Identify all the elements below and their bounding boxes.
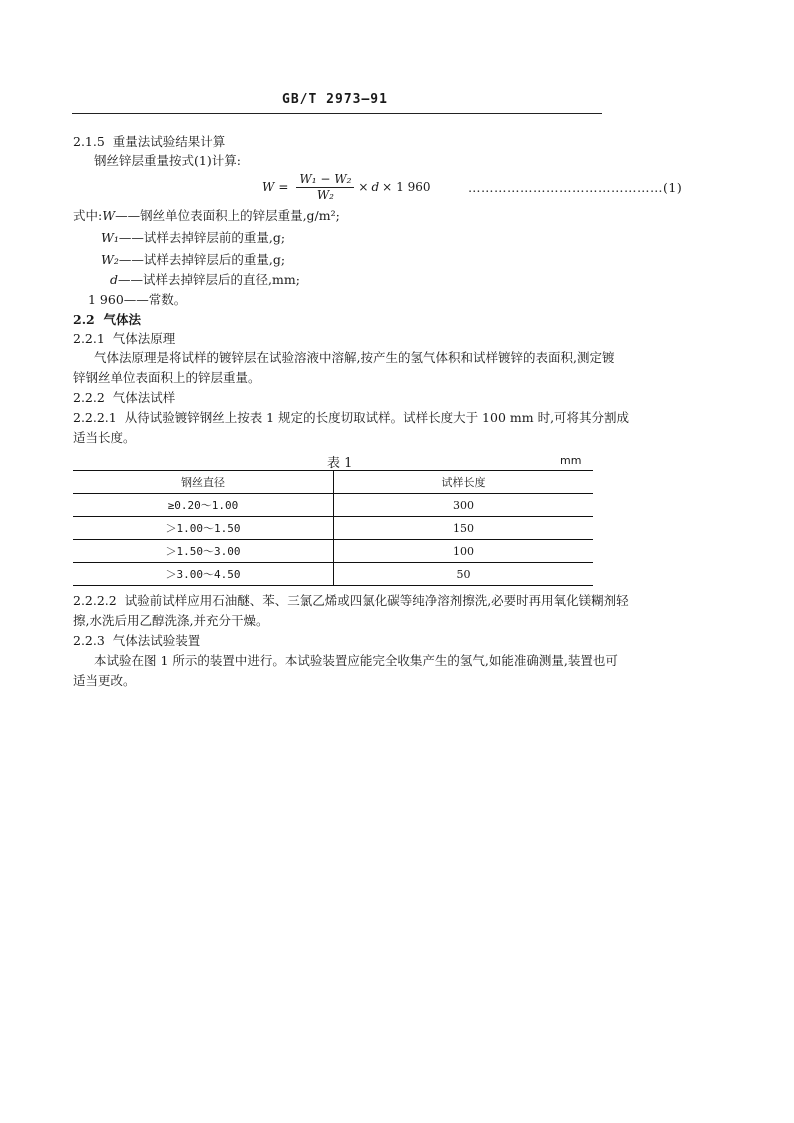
where-line-2: [101, 229, 285, 247]
where-text: ——钢丝单位表面积上的锌层重量,g/m²;: [115, 208, 340, 223]
where-text: ——试样去掉锌层前的重量,g;: [118, 230, 286, 245]
where-line-4: [110, 271, 300, 289]
equation-number: ………………………………………(1): [468, 180, 683, 195]
header-rule: [72, 113, 602, 114]
table-row: [73, 494, 593, 517]
section-number: 2.2.3: [73, 633, 105, 648]
specimen-length-table: [73, 470, 593, 586]
where-symbol: W: [102, 208, 116, 223]
table-row: [73, 563, 593, 586]
table-header-cell: 试样长度: [334, 471, 594, 494]
paragraph-line: 气体法原理是将试样的镀锌层在试验溶液中溶解,按产生的氢气体积和试样镀锌的表面积,测定镀: [94, 350, 615, 365]
zinc-weight-formula: [262, 170, 431, 204]
table-header-cell: 钢丝直径: [73, 471, 334, 494]
table-unit: mm: [560, 454, 582, 467]
formula-fraction: [296, 172, 354, 203]
section-number: 2.2: [73, 312, 95, 327]
where-line-5: [88, 291, 186, 309]
table-cell: ≥0.20～1.00: [73, 494, 334, 517]
section-2-2-2-1-line-1: [73, 409, 629, 427]
table-caption: 表 1: [327, 456, 353, 471]
formula-constant: 1 960: [396, 180, 431, 194]
section-number: 2.2.2.2: [73, 593, 117, 608]
formula-var-d: d: [371, 180, 380, 194]
table-cell: 150: [334, 517, 594, 540]
where-symbol: W₁: [101, 230, 119, 245]
where-symbol: 1 960: [88, 292, 124, 307]
table-cell: 300: [334, 494, 594, 517]
table-cell: 100: [334, 540, 594, 563]
paragraph-line: 本试验在图 1 所示的装置中进行。本试验装置应能完全收集产生的氢气,如能准确测量,装置也可: [94, 653, 618, 668]
section-title: 气体法试验装置: [112, 633, 201, 648]
section-title: 重量法试验结果计算: [112, 134, 226, 149]
formula-equals: =: [278, 180, 289, 194]
table-row: [73, 540, 593, 563]
where-text: ——试样去掉锌层后的重量,g;: [118, 252, 286, 267]
section-2-2-heading: [73, 311, 141, 329]
section-2-2-3-heading: [73, 632, 200, 650]
paragraph-text: 试验前试样应用石油醚、苯、三氯乙烯或四氯化碳等纯净溶剂擦洗,必要时再用氧化镁糊剂轻: [124, 593, 629, 608]
where-line-1: [73, 207, 340, 225]
table-cell: ＞3.00～4.50: [73, 563, 334, 586]
paragraph-line: 擦,水洗后用乙醇洗涤,并充分干燥。: [73, 613, 269, 628]
section-title: 气体法原理: [112, 331, 176, 346]
paragraph-line: 锌钢丝单位表面积上的锌层重量。: [73, 370, 261, 385]
section-title: 气体法: [103, 312, 141, 327]
where-symbol: W₂: [101, 252, 119, 267]
formula-numerator: W₁ − W₂: [296, 172, 354, 188]
where-line-3: [101, 251, 285, 269]
formula-lhs: W: [262, 180, 275, 194]
paragraph-text: 从待试验镀锌钢丝上按表 1 规定的长度切取试样。试样长度大于 100 mm 时,可将其分割成: [124, 410, 630, 425]
formula-intro: 钢丝锌层重量按式(1)计算:: [94, 153, 241, 168]
where-text: ——常数。: [123, 292, 187, 307]
paragraph-line: 适当更改。: [73, 673, 136, 688]
table-header-row: [73, 471, 593, 494]
where-prefix: 式中:: [73, 208, 103, 223]
section-number: 2.2.2: [73, 390, 105, 405]
section-2-2-1-heading: [73, 330, 175, 348]
table-row: [73, 517, 593, 540]
section-2-2-2-heading: [73, 389, 175, 407]
section-number: 2.2.2.1: [73, 410, 117, 425]
formula-denominator: W₂: [316, 187, 334, 202]
where-text: ——试样去掉锌层后的直径,mm;: [118, 272, 300, 287]
section-2-1-5-heading: [73, 133, 225, 151]
paragraph-line: 适当长度。: [73, 430, 136, 445]
section-title: 气体法试样: [112, 390, 176, 405]
table-cell: ＞1.50～3.00: [73, 540, 334, 563]
formula-times-1: ×: [358, 180, 369, 194]
where-symbol: d: [110, 272, 119, 287]
section-number: 2.1.5: [73, 134, 105, 149]
standard-code-header: GB/T 2973—91: [282, 92, 388, 107]
table-cell: ＞1.00～1.50: [73, 517, 334, 540]
section-number: 2.2.1: [73, 331, 105, 346]
table-cell: 50: [334, 563, 594, 586]
section-2-2-2-2-line-1: [73, 592, 629, 610]
formula-times-2: ×: [382, 180, 393, 194]
